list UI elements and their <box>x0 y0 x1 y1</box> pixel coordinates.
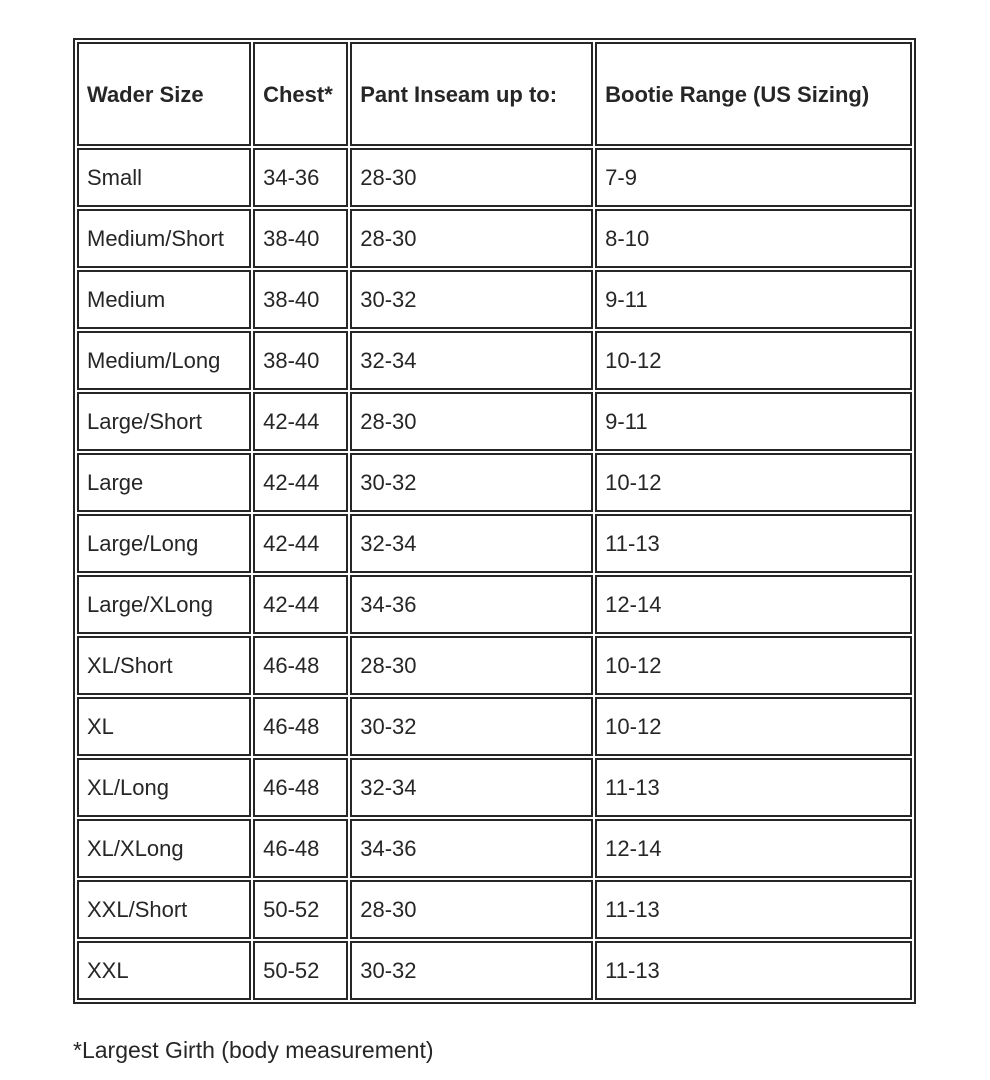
table-cell: Small <box>77 148 251 207</box>
table-cell: 8-10 <box>595 209 912 268</box>
table-cell: 32-34 <box>350 758 593 817</box>
table-cell: Large <box>77 453 251 512</box>
table-row <box>77 636 912 695</box>
table-cell: 10-12 <box>595 636 912 695</box>
table-cell: 11-13 <box>595 514 912 573</box>
column-header: Bootie Range (US Sizing) <box>595 42 912 146</box>
table-cell: Medium/Long <box>77 331 251 390</box>
table-cell: 46-48 <box>253 819 348 878</box>
table-cell: Medium <box>77 270 251 329</box>
table-cell: 28-30 <box>350 636 593 695</box>
table-cell: 28-30 <box>350 148 593 207</box>
table-row <box>77 575 912 634</box>
table-cell: 50-52 <box>253 941 348 1000</box>
table-cell: 50-52 <box>253 880 348 939</box>
table-cell: 38-40 <box>253 209 348 268</box>
table-cell: XXL <box>77 941 251 1000</box>
table-cell: 30-32 <box>350 453 593 512</box>
table-row <box>77 514 912 573</box>
table-cell: 28-30 <box>350 880 593 939</box>
table-cell: 46-48 <box>253 758 348 817</box>
table-cell: 30-32 <box>350 270 593 329</box>
table-row <box>77 941 912 1000</box>
table-row <box>77 392 912 451</box>
table-cell: 42-44 <box>253 514 348 573</box>
table-cell: Medium/Short <box>77 209 251 268</box>
table-cell: Large/Long <box>77 514 251 573</box>
table-cell: Large/Short <box>77 392 251 451</box>
header-row <box>77 42 912 146</box>
table-row <box>77 331 912 390</box>
table-cell: 10-12 <box>595 697 912 756</box>
table-cell: 30-32 <box>350 941 593 1000</box>
table-cell: XL/Short <box>77 636 251 695</box>
table-cell: 34-36 <box>350 575 593 634</box>
table-cell: 11-13 <box>595 880 912 939</box>
table-cell: 11-13 <box>595 758 912 817</box>
table-cell: 32-34 <box>350 514 593 573</box>
table-cell: 38-40 <box>253 270 348 329</box>
column-header: Pant Inseam up to: <box>350 42 593 146</box>
table-cell: 38-40 <box>253 331 348 390</box>
table-row <box>77 880 912 939</box>
table-body <box>77 148 912 1000</box>
table-row <box>77 697 912 756</box>
table-cell: 46-48 <box>253 636 348 695</box>
table-cell: 12-14 <box>595 819 912 878</box>
footnote: *Largest Girth (body measurement) <box>73 1037 434 1063</box>
table-cell: 46-48 <box>253 697 348 756</box>
table-cell: 42-44 <box>253 392 348 451</box>
table-cell: 7-9 <box>595 148 912 207</box>
table-cell: 10-12 <box>595 453 912 512</box>
table-row <box>77 148 912 207</box>
table-cell: 32-34 <box>350 331 593 390</box>
table-cell: 34-36 <box>253 148 348 207</box>
table-row <box>77 453 912 512</box>
table-cell: 28-30 <box>350 209 593 268</box>
column-header: Chest* <box>253 42 348 146</box>
table-cell: 9-11 <box>595 270 912 329</box>
wader-sizing-table <box>73 38 916 1004</box>
table-cell: XL/XLong <box>77 819 251 878</box>
table-row <box>77 209 912 268</box>
table-cell: XL/Long <box>77 758 251 817</box>
table-cell: Large/XLong <box>77 575 251 634</box>
table-cell: 42-44 <box>253 453 348 512</box>
table-cell: XXL/Short <box>77 880 251 939</box>
table-cell: XL <box>77 697 251 756</box>
table-cell: 30-32 <box>350 697 593 756</box>
table-cell: 42-44 <box>253 575 348 634</box>
table-cell: 28-30 <box>350 392 593 451</box>
table-cell: 10-12 <box>595 331 912 390</box>
column-header: Wader Size <box>77 42 251 146</box>
table-row <box>77 270 912 329</box>
table-cell: 11-13 <box>595 941 912 1000</box>
table-cell: 9-11 <box>595 392 912 451</box>
table-row <box>77 758 912 817</box>
table-cell: 12-14 <box>595 575 912 634</box>
table-row <box>77 819 912 878</box>
table-cell: 34-36 <box>350 819 593 878</box>
